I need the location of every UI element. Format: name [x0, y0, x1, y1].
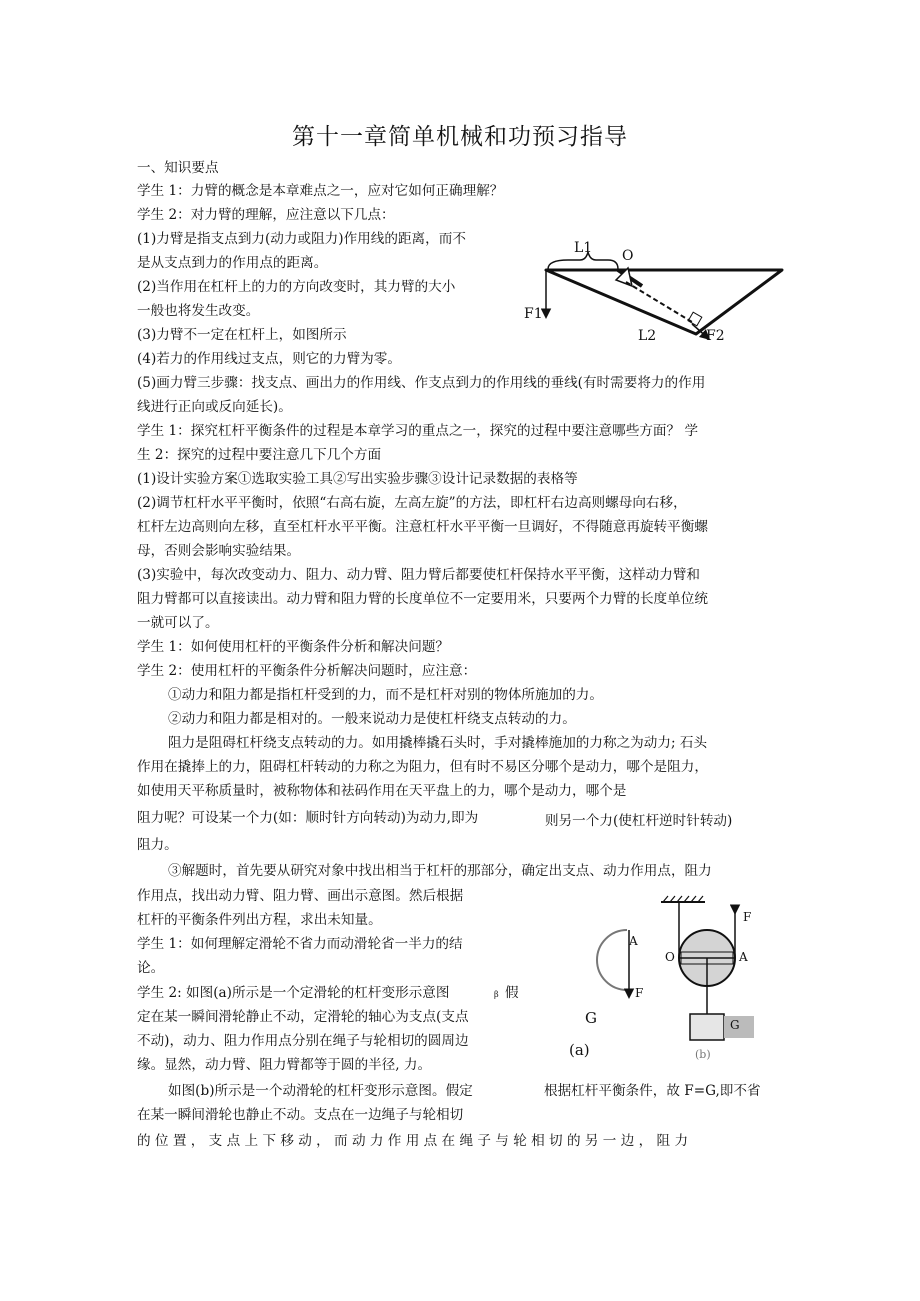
text-line: ③解题时，首先要从研究对象中找出相当于杠杆的那部分，确定出支点、动力作用点，阻力: [168, 863, 712, 879]
text-line: 在某一瞬间滑轮也静止不动。支点在一边绳子与轮相切: [137, 1107, 464, 1123]
text-line: 学生 1：力臂的概念是本章难点之一，应对它如何正确理解？: [137, 183, 504, 199]
text-line: 杠杆左边高则向左移，直至杠杆水平平衡。注意杠杆水平平衡一旦调好，不得随意再旋转平衡螺: [137, 519, 708, 535]
text-line: (2)调节杠杆水平平衡时，依照“右高右旋，左高左旋”的方法，即杠杆右边高则螺母向右移，: [137, 495, 687, 511]
text-line: 论。: [137, 960, 165, 976]
label-a-right: A: [739, 950, 748, 964]
text-line: 阻力。: [137, 837, 178, 853]
weight-block: [690, 1014, 724, 1040]
text-line: 作用在撬捧上的力，阻碍杠杆转动的力称之为阻力，但有时不易区分哪个是动力，哪个是阻力，: [137, 759, 708, 775]
text-line: 假: [505, 985, 519, 1001]
text-line: 母，否则会影响实验结果。: [137, 543, 301, 559]
text-line: 杠杆的平衡条件列出方程，求出未知量。: [137, 912, 382, 928]
l2-dashed-line: [626, 282, 692, 322]
text-line: 线进行正向或反向延长)。: [137, 399, 292, 415]
page-title: 第十一章简单机械和功预习指导: [292, 124, 628, 150]
section-heading: 一、知识要点: [137, 160, 219, 176]
text-line: 缘。显然，动力臂、阻力臂都等于圆的半径, 力。: [137, 1057, 432, 1073]
label-g-right: G: [730, 1018, 740, 1032]
label-o: O: [622, 248, 634, 264]
text-line: (1)力臂是指支点到力(动力或阻力)作用线的距离，而不: [137, 231, 466, 247]
text-line: (5)画力臂三步骤：找支点、画出力的作用线、作支点到力的作用线的垂线(有时需要将力的作用: [137, 375, 706, 391]
text-line: ①动力和阻力都是指杠杆受到的力，而不是杠杆对别的物体所施加的力。: [168, 687, 603, 703]
label-fig-a: (a): [569, 1041, 590, 1059]
text-line: 的 位 置 ， 支 点 上 下 移 动 ， 而 动 力 作 用 点 在 绳 子 与 轮 相 切 的 另 一 边 ， 阻 力: [137, 1133, 689, 1149]
label-o: O: [665, 950, 675, 964]
label-a-left: A: [629, 934, 638, 948]
text-line: 不动)，动力、阻力作用点分别在绳子与轮相切的圆周边: [137, 1033, 469, 1049]
right-angle-mark: [688, 312, 702, 326]
text-line: 学生 1：如何使用杠杆的平衡条件分析和解决问题？: [137, 639, 450, 655]
label-g-left: G: [585, 1009, 597, 1027]
text-line: (4)若力的作用线过支点，则它的力臂为零。: [137, 351, 401, 367]
text-line: 阻力是阻碍杠杆绕支点转动的力。如用撬棒撬石头时，手对撬棒施加的力称之为动力; 石头: [168, 735, 708, 751]
text-line: 是从支点到力的作用点的距离。: [137, 255, 328, 271]
text-line: 学生 1：如何理解定滑轮不省力而动滑轮省一半力的结: [137, 936, 463, 952]
text-line: 根据杠杆平衡条件，故 F=G,即不省: [544, 1083, 761, 1099]
label-fig-b: (b): [695, 1048, 711, 1061]
label-f-right: F: [743, 910, 752, 924]
lever-body: [546, 270, 782, 334]
text-line: 一般也将发生改变。: [137, 303, 260, 319]
text-line: 学生 2：使用杠杆的平衡条件分析解决问题时，应注意：: [137, 663, 477, 679]
text-line: 如图(b)所示是一个动滑轮的杠杆变形示意图。假定: [168, 1083, 473, 1099]
text-line: 一就可以了。: [137, 615, 219, 631]
pulley-diagram: [565, 890, 765, 1070]
text-line: 阻力呢？可设某一个力(如：顺时针方向转动)为动力,即为: [137, 810, 479, 826]
text-line: 阻力臂都可以直接读出。动力臂和阻力臂的长度单位不一定要用米，只要两个力臂的长度单位统: [137, 591, 708, 607]
text-line: 定在某一瞬间滑轮静止不动，定滑轮的轴心为支点(支点: [137, 1009, 469, 1025]
text-line: 作用点，找出动力臂、阻力臂、画出示意图。然后根据: [137, 888, 464, 904]
label-l2: L2: [638, 328, 657, 344]
text-line: 学生 2: 如图(a)所示是一个定滑轮的杠杆变形示意图: [137, 985, 450, 1001]
label-l1: L1: [574, 240, 593, 256]
pulley-figure: [565, 890, 765, 1070]
lever-figure: [520, 238, 800, 350]
label-f2: F2: [706, 328, 725, 344]
label-f-left: F: [635, 986, 644, 1000]
text-line: 生 2：探究的过程中要注意几下几个方面: [137, 447, 382, 463]
lever-diagram: [520, 238, 800, 350]
text-line: ②动力和阻力都是相对的。一般来说动力是使杠杆绕支点转动的力。: [168, 711, 576, 727]
text-line: (1)设计实验方案①选取实验工具②写出实验步骤③设计记录数据的表格等: [137, 471, 578, 487]
text-line: (3)力臂不一定在杠杆上，如图所示: [137, 327, 347, 343]
label-f1: F1: [524, 306, 543, 322]
text-line: 学生 1：探究杠杆平衡条件的过程是本章学习的重点之一，探究的过程中要注意哪些方面？ 学: [137, 423, 699, 439]
text-line: 如使用天平称质量时，被称物体和祛码作用在天平盘上的力，哪个是动力，哪个是: [137, 783, 627, 799]
text-line: (2)当作用在杠杆上的力的方向改变时，其力臂的大小: [137, 279, 456, 295]
subscript-mark: β: [494, 990, 499, 999]
fixed-pulley-edge: [597, 930, 627, 990]
text-line: 学生 2：对力臂的理解，应注意以下几点：: [137, 207, 395, 223]
text-line: 则另一个力(使杠杆逆时针转动): [545, 813, 733, 829]
text-line: (3)实验中，每次改变动力、阻力、动力臂、阻力臂后都要使杠杆保持水平平衡，这样动力臂和: [137, 567, 701, 583]
